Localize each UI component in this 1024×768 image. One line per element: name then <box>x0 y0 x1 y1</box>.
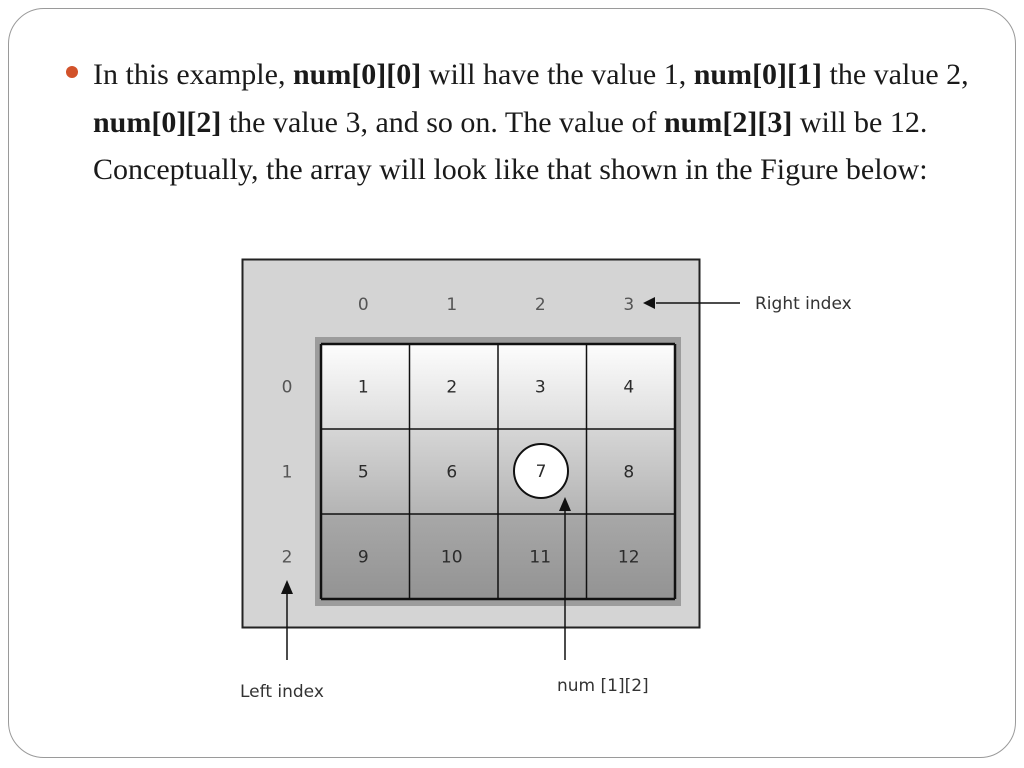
right-index-value: 1 <box>446 295 458 315</box>
right-index-value: 0 <box>357 295 369 315</box>
element-label: num [1][2] <box>557 676 649 696</box>
cell-value: 9 <box>357 547 369 568</box>
cell-value: 11 <box>529 547 552 568</box>
bold-array-ref: num[0][0] <box>292 58 422 91</box>
bold-array-ref: num[2][3] <box>664 105 793 139</box>
right-index-value: 2 <box>534 295 546 315</box>
bold-array-ref: num[0][2] <box>93 105 222 139</box>
right-index-label: Right index <box>755 294 852 314</box>
cell-value: 6 <box>446 462 458 483</box>
left-index-value: 2 <box>281 547 293 568</box>
highlighted-cell-value: 7 <box>535 462 547 482</box>
paragraph-text: the value 2, <box>822 58 969 91</box>
paragraph-text: will be 12. Conceptually, the array will look like that shown in the Figure below: <box>93 105 928 186</box>
cell-value: 10 <box>440 547 463 568</box>
left-index-value: 1 <box>281 462 293 483</box>
right-index-value: 3 <box>623 295 635 315</box>
left-index-label: Left index <box>240 682 324 702</box>
paragraph-text: In this example, <box>93 58 293 91</box>
cell-value: 2 <box>446 377 458 398</box>
paragraph-text: will have the value 1, <box>421 58 694 91</box>
paragraph-text: the value 3, and so on. The value of <box>221 105 664 139</box>
cell-value: 3 <box>534 377 546 398</box>
bold-array-ref: num[0][1] <box>693 58 823 91</box>
cell-value: 5 <box>357 462 369 483</box>
cell-value: 12 <box>617 547 640 568</box>
cell-value: 8 <box>623 462 635 483</box>
cell-value: 4 <box>623 377 635 398</box>
cell-value: 1 <box>357 377 369 398</box>
left-index-value: 0 <box>281 377 293 398</box>
